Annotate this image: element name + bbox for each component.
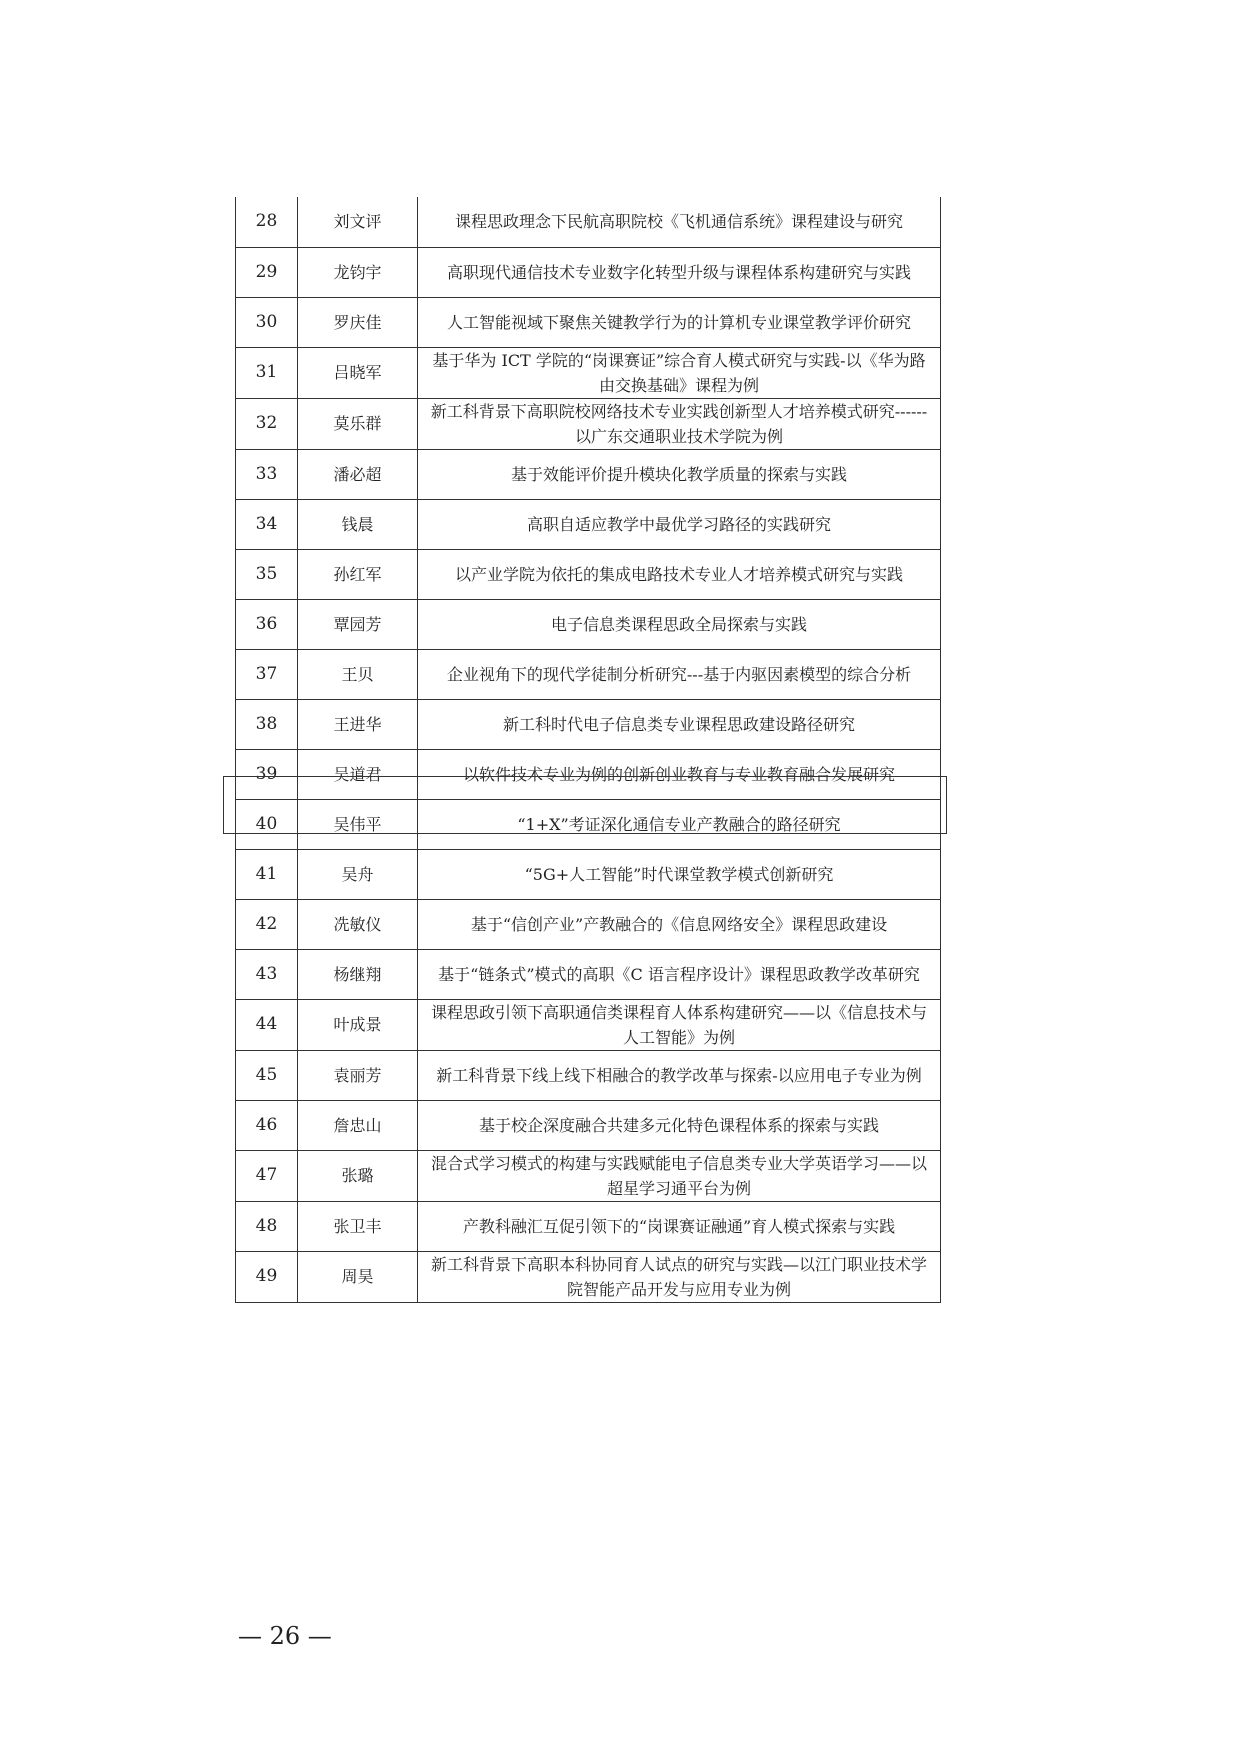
project-title-cell: 以产业学院为依托的集成电路技术专业人才培养模式研究与实践 <box>418 549 941 599</box>
table-row <box>236 549 941 599</box>
author-name-cell: 潘必超 <box>298 449 418 499</box>
row-number-cell: 47 <box>236 1150 298 1201</box>
table-row <box>236 949 941 999</box>
row-number-cell: 46 <box>236 1100 298 1150</box>
row-number-cell: 37 <box>236 649 298 699</box>
author-name-cell: 刘文评 <box>298 197 418 247</box>
author-name-cell: 覃园芳 <box>298 599 418 649</box>
author-name-cell: 张卫丰 <box>298 1201 418 1251</box>
row-number-cell: 33 <box>236 449 298 499</box>
table-row <box>236 1100 941 1150</box>
table-row <box>236 449 941 499</box>
table-row <box>236 799 941 849</box>
project-title-cell: 基于华为 ICT 学院的“岗课赛证”综合育人模式研究与实践-以《华为路由交换基础》课程为例 <box>418 347 941 398</box>
table-row <box>236 347 941 398</box>
table-row <box>236 1251 941 1302</box>
project-title-cell: 课程思政理念下民航高职院校《飞机通信系统》课程建设与研究 <box>418 197 941 247</box>
project-table <box>235 197 941 1303</box>
row-number-cell: 30 <box>236 297 298 347</box>
author-name-cell: 罗庆佳 <box>298 297 418 347</box>
project-title-cell: 以软件技术专业为例的创新创业教育与专业教育融合发展研究 <box>418 749 941 799</box>
project-title-cell: 新工科背景下高职本科协同育人试点的研究与实践—以江门职业技术学院智能产品开发与应用专业为例 <box>418 1251 941 1302</box>
author-name-cell: 杨继翔 <box>298 949 418 999</box>
table-row <box>236 197 941 247</box>
project-title-cell: 基于“链条式”模式的高职《C 语言程序设计》课程思政教学改革研究 <box>418 949 941 999</box>
project-title-cell: 高职自适应教学中最优学习路径的实践研究 <box>418 499 941 549</box>
author-name-cell: 吕晓军 <box>298 347 418 398</box>
author-name-cell: 周昊 <box>298 1251 418 1302</box>
table-row <box>236 499 941 549</box>
project-title-cell: 新工科时代电子信息类专业课程思政建设路径研究 <box>418 699 941 749</box>
author-name-cell: 吴舟 <box>298 849 418 899</box>
author-name-cell: 莫乐群 <box>298 398 418 449</box>
author-name-cell: 吴伟平 <box>298 799 418 849</box>
author-name-cell: 王进华 <box>298 699 418 749</box>
row-number-cell: 48 <box>236 1201 298 1251</box>
table-row <box>236 398 941 449</box>
table-row <box>236 1050 941 1100</box>
row-number-cell: 34 <box>236 499 298 549</box>
table-row <box>236 297 941 347</box>
project-title-cell: “1+X”考证深化通信专业产教融合的路径研究 <box>418 799 941 849</box>
author-name-cell: 龙钧宇 <box>298 247 418 297</box>
page-number: — 26 — <box>238 1622 332 1650</box>
row-number-cell: 29 <box>236 247 298 297</box>
project-title-cell: 新工科背景下线上线下相融合的教学改革与探索-以应用电子专业为例 <box>418 1050 941 1100</box>
row-number-cell: 32 <box>236 398 298 449</box>
row-number-cell: 42 <box>236 899 298 949</box>
project-title-cell: “5G+人工智能”时代课堂教学模式创新研究 <box>418 849 941 899</box>
project-title-cell: 基于“信创产业”产教融合的《信息网络安全》课程思政建设 <box>418 899 941 949</box>
project-title-cell: 基于校企深度融合共建多元化特色课程体系的探索与实践 <box>418 1100 941 1150</box>
project-table-body <box>236 197 941 1302</box>
project-title-cell: 电子信息类课程思政全局探索与实践 <box>418 599 941 649</box>
project-title-cell: 基于效能评价提升模块化教学质量的探索与实践 <box>418 449 941 499</box>
author-name-cell: 袁丽芳 <box>298 1050 418 1100</box>
row-number-cell: 44 <box>236 999 298 1050</box>
table-row <box>236 1201 941 1251</box>
project-title-cell: 课程思政引领下高职通信类课程育人体系构建研究——以《信息技术与人工智能》为例 <box>418 999 941 1050</box>
table-row <box>236 1150 941 1201</box>
author-name-cell: 孙红军 <box>298 549 418 599</box>
row-number-cell: 35 <box>236 549 298 599</box>
project-table-container <box>235 197 940 1303</box>
author-name-cell: 王贝 <box>298 649 418 699</box>
author-name-cell: 钱晨 <box>298 499 418 549</box>
table-row <box>236 699 941 749</box>
project-title-cell: 高职现代通信技术专业数字化转型升级与课程体系构建研究与实践 <box>418 247 941 297</box>
row-number-cell: 36 <box>236 599 298 649</box>
author-name-cell: 叶成景 <box>298 999 418 1050</box>
row-number-cell: 45 <box>236 1050 298 1100</box>
row-number-cell: 43 <box>236 949 298 999</box>
row-number-cell: 31 <box>236 347 298 398</box>
author-name-cell: 张璐 <box>298 1150 418 1201</box>
table-row <box>236 247 941 297</box>
row-number-cell: 49 <box>236 1251 298 1302</box>
table-row <box>236 749 941 799</box>
table-row <box>236 999 941 1050</box>
project-title-cell: 混合式学习模式的构建与实践赋能电子信息类专业大学英语学习——以超星学习通平台为例 <box>418 1150 941 1201</box>
author-name-cell: 冼敏仪 <box>298 899 418 949</box>
project-title-cell: 企业视角下的现代学徒制分析研究---基于内驱因素模型的综合分析 <box>418 649 941 699</box>
project-title-cell: 产教科融汇互促引领下的“岗课赛证融通”育人模式探索与实践 <box>418 1201 941 1251</box>
author-name-cell: 詹忠山 <box>298 1100 418 1150</box>
row-number-cell: 40 <box>236 799 298 849</box>
project-title-cell: 人工智能视域下聚焦关键教学行为的计算机专业课堂教学评价研究 <box>418 297 941 347</box>
row-number-cell: 28 <box>236 197 298 247</box>
table-row <box>236 649 941 699</box>
row-number-cell: 39 <box>236 749 298 799</box>
author-name-cell: 吴道君 <box>298 749 418 799</box>
row-number-cell: 38 <box>236 699 298 749</box>
project-title-cell: 新工科背景下高职院校网络技术专业实践创新型人才培养模式研究------以广东交通职业技术学院为例 <box>418 398 941 449</box>
table-row <box>236 899 941 949</box>
row-number-cell: 41 <box>236 849 298 899</box>
table-row <box>236 849 941 899</box>
table-row <box>236 599 941 649</box>
